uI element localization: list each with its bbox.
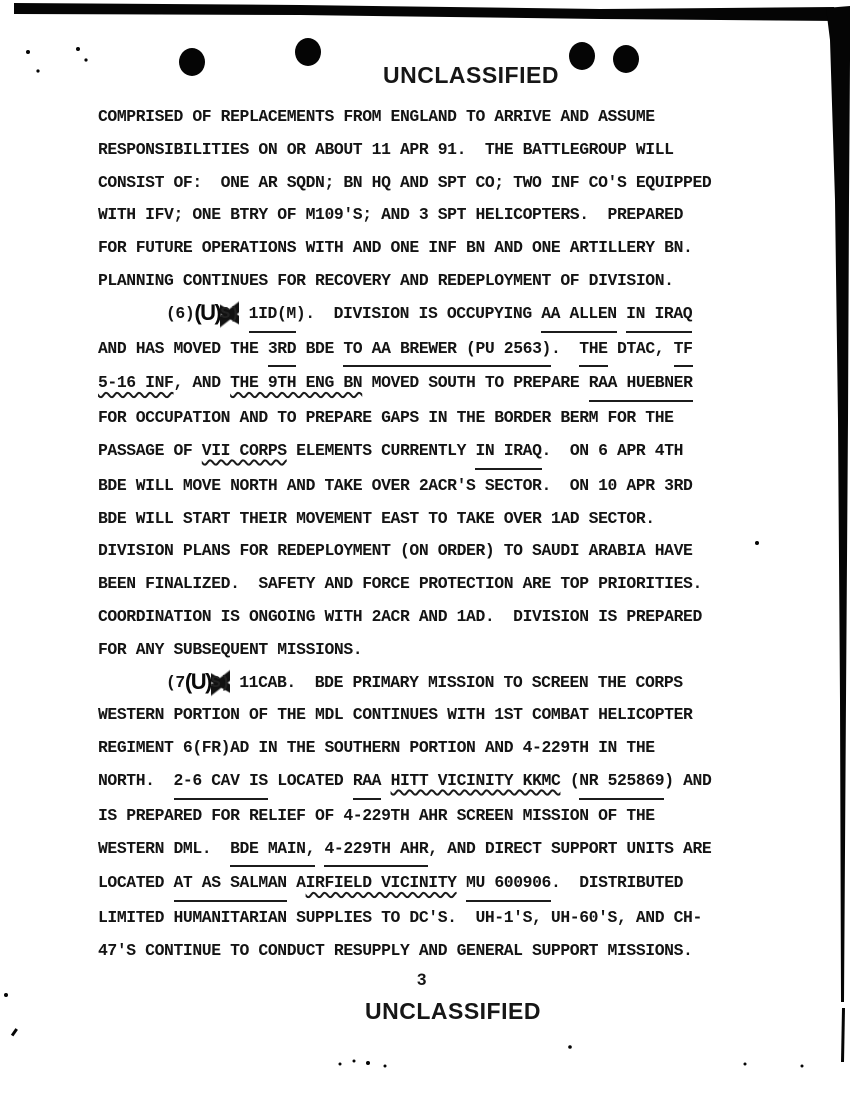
- text-line: REGIMENT 6(FR)AD IN THE SOUTHERN PORTION AND 4-229TH IN THE: [98, 738, 655, 758]
- text-line: (6)(U)S) 1ID(M). DIVISION IS OCCUPYING AA ALLEN IN IRAQ: [98, 298, 778, 333]
- text-line: DIVISION PLANS FOR REDEPLOYMENT (ON ORDER) TO SAUDI ARABIA HAVE: [98, 541, 693, 561]
- text-line: NORTH. 2-6 CAV IS LOCATED RAA HITT VICINITY KKMC (NR 525869) AND: [98, 765, 778, 800]
- page-number: 3: [417, 970, 427, 989]
- text-line: PASSAGE OF VII CORPS ELEMENTS CURRENTLY IN IRAQ. ON 6 APR 4TH: [98, 435, 778, 470]
- scan-speck: [744, 1063, 747, 1066]
- scan-speck: [384, 1065, 387, 1068]
- scan-speck: [568, 1045, 572, 1049]
- scan-speck: [84, 58, 87, 61]
- text-line: FOR OCCUPATION AND TO PREPARE GAPS IN THE BORDER BERM FOR THE: [98, 408, 674, 428]
- text-line: COORDINATION IS ONGOING WITH 2ACR AND 1AD. DIVISION IS PREPARED: [98, 606, 702, 626]
- scan-edge-right-tail: [841, 1008, 845, 1062]
- text-line: WITH IFV; ONE BTRY OF M109'S; AND 3 SPT HELICOPTERS. PREPARED: [98, 205, 684, 225]
- scribbled-out-classification: S): [211, 667, 230, 700]
- scan-speck: [339, 1063, 342, 1066]
- unclassified-stamp: (U): [194, 299, 221, 325]
- text-line: IS PREPARED FOR RELIEF OF 4-229TH AHR SCREEN MISSION OF THE: [98, 805, 655, 825]
- scan-edge-top-bar: [14, 3, 840, 21]
- scan-speck: [26, 50, 30, 54]
- text-line: (7(U)S) 11CAB. BDE PRIMARY MISSION TO SCREEN THE CORPS: [98, 667, 778, 700]
- ink-dot: [613, 45, 639, 73]
- scan-speck: [366, 1061, 370, 1065]
- text-line: BEEN FINALIZED. SAFETY AND FORCE PROTECTION ARE TOP PRIORITIES.: [98, 574, 702, 594]
- scribbled-out-classification: S): [220, 298, 239, 331]
- unclassified-stamp: (U): [184, 668, 211, 694]
- text-line: LOCATED AT AS SALMAN AIRFIELD VICINITY MU 600906. DISTRIBUTED: [98, 867, 778, 902]
- text-line: CONSIST OF: ONE AR SQDN; BN HQ AND SPT CO; TWO INF CO'S EQUIPPED: [98, 172, 712, 192]
- text-line: BDE WILL START THEIR MOVEMENT EAST TO TAKE OVER 1AD SECTOR.: [98, 508, 655, 528]
- text-line: WESTERN DML. BDE MAIN, 4-229TH AHR, AND DIRECT SUPPORT UNITS ARE: [98, 833, 778, 868]
- text-line: PLANNING CONTINUES FOR RECOVERY AND REDEPLOYMENT OF DIVISION.: [98, 270, 674, 290]
- scan-speck: [4, 993, 8, 997]
- ink-dot: [179, 48, 205, 76]
- text-line: LIMITED HUMANITARIAN SUPPLIES TO DC'S. UH-1'S, UH-60'S, AND CH-: [98, 908, 702, 928]
- ink-dot: [569, 42, 595, 70]
- ink-dot: [295, 38, 321, 66]
- classification-banner-bottom: UNCLASSIFIED: [365, 998, 541, 1024]
- scan-speck: [36, 69, 39, 72]
- text-line: COMPRISED OF REPLACEMENTS FROM ENGLAND TO ARRIVE AND ASSUME: [98, 107, 655, 126]
- text-line: AND HAS MOVED THE 3RD BDE TO AA BREWER (PU 2563). THE DTAC, TF: [98, 333, 778, 368]
- text-line: BDE WILL MOVE NORTH AND TAKE OVER 2ACR'S SECTOR. ON 10 APR 3RD: [98, 475, 693, 495]
- scan-speck: [801, 1065, 804, 1068]
- text-line: 47'S CONTINUE TO CONDUCT RESUPPLY AND GENERAL SUPPORT MISSIONS.: [98, 940, 693, 960]
- text-line: FOR ANY SUBSEQUENT MISSIONS.: [98, 639, 363, 659]
- text-line: RESPONSIBILITIES ON OR ABOUT 11 APR 91. THE BATTLEGROUP WILL: [98, 139, 674, 159]
- scan-speck: [353, 1060, 356, 1063]
- scan-edge-right-band: [826, 6, 850, 1002]
- scan-speck: [11, 1028, 18, 1036]
- text-line: FOR FUTURE OPERATIONS WITH AND ONE INF BN AND ONE ARTILLERY BN.: [98, 238, 693, 258]
- document-body: [98, 101, 778, 968]
- text-line: 5-16 INF, AND THE 9TH ENG BN MOVED SOUTH TO PREPARE RAA HUEBNER: [98, 367, 778, 402]
- scan-speck: [76, 47, 80, 51]
- text-line: WESTERN PORTION OF THE MDL CONTINUES WITH 1ST COMBAT HELICOPTER: [98, 705, 693, 725]
- classification-banner-top: UNCLASSIFIED: [383, 62, 559, 88]
